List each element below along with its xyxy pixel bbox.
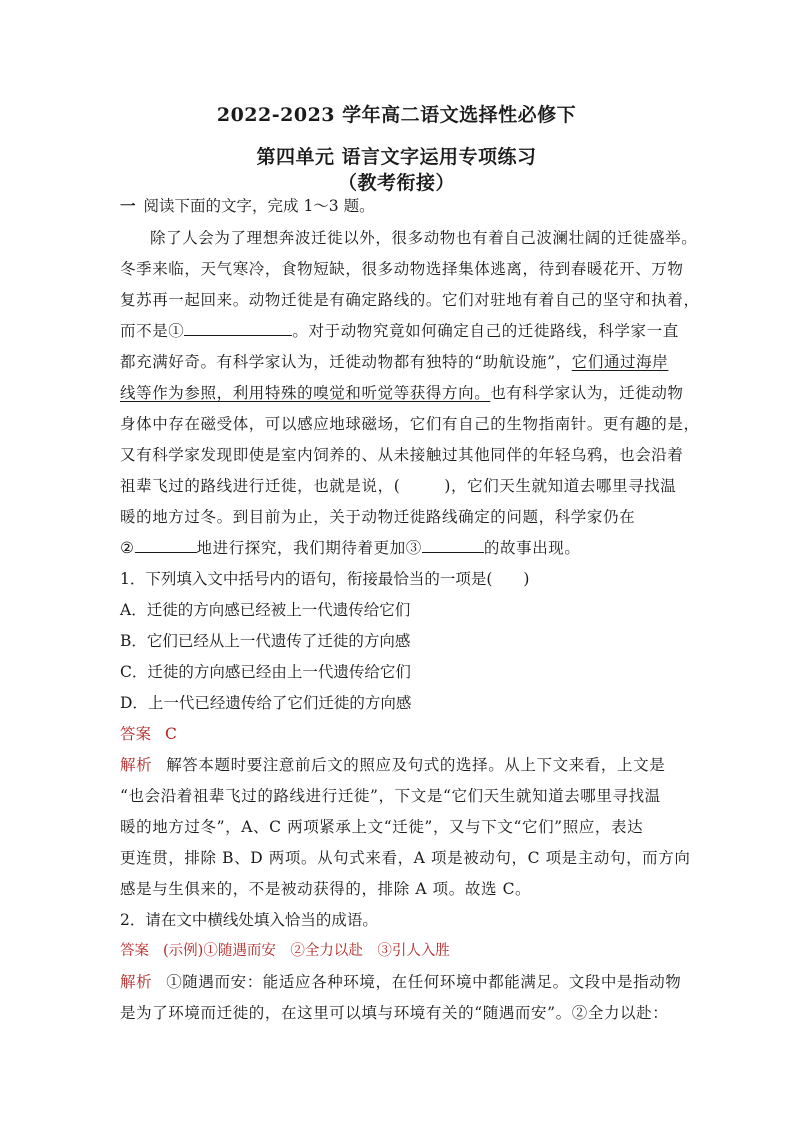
option-c: C．迁徙的方向感已经由上一代遗传给它们 <box>120 663 411 681</box>
analysis-label: 解析 <box>120 756 153 774</box>
passage-line: 又有科学家发现即使是室内饲养的、从未接触过其他同伴的年轻乌鸦，也会沿着 <box>120 446 684 464</box>
answer-2 <box>120 939 450 960</box>
passage-text: 地进行探究，我们期待着更加③ <box>196 539 422 557</box>
option-d: D．上一代已经遗传给了它们迁徙的方向感 <box>120 694 412 712</box>
passage-text: 都充满好奇。有科学家认为，迁徙动物都有独特的“助航设施”， <box>120 353 572 371</box>
underlined-sentence: 它们通过海岸 <box>571 353 669 371</box>
answer-value: C <box>165 725 177 743</box>
passage-text: 的故事出现。 <box>483 539 581 557</box>
fill-blank-1 <box>184 321 292 336</box>
passage-line: 复苏再一起回来。动物迁徙是有确定路线的。它们对驻地有着自己的坚守和执着， <box>120 291 700 309</box>
answer-1 <box>120 722 177 744</box>
fill-blank-3 <box>422 538 484 553</box>
analysis-line: 暖的地方过冬”，A、C 两项紧承上文“迁徙”，又与下文“它们”照应，表达 <box>120 818 644 836</box>
analysis-line <box>120 753 665 775</box>
passage-text: )，它们天生就知道去哪里寻找温 <box>444 477 677 495</box>
analysis-line: 是为了环境而迁徙的，在这里可以填与环境有关的“随遇而安”。②全力以赴： <box>120 1004 669 1022</box>
section-marker: 一 <box>120 196 136 215</box>
option-b: B．它们已经从上一代遗传了迁徙的方向感 <box>120 632 411 650</box>
question-1-stem: 1．下列填入文中括号内的语句，衔接最恰当的一项是( ) <box>120 570 530 588</box>
passage-line <box>120 319 679 341</box>
analysis-text: 解答本题时要注意前后文的照应及句式的选择。从上下文来看，上文是 <box>166 756 666 774</box>
answer-value: (示例)①随遇而安 ②全力以赴 ③引人入胜 <box>163 943 450 959</box>
unit-subtitle: （教考衔接） <box>337 172 455 194</box>
passage-line: 暖的地方过冬。到目前为止，关于动物迁徙路线确定的问题，科学家仍在 <box>120 508 636 526</box>
answer-label: 答案 <box>120 725 152 743</box>
passage-text: 祖辈飞过的路线进行迁徙，也就是说，( <box>120 477 401 495</box>
passage-line <box>120 381 684 403</box>
passage-line: 除了人会为了理想奔波迁徙以外，很多动物也有着自己波澜壮阔的迁徙盛举。 <box>150 229 698 247</box>
question-2-stem: 2．请在文中横线处填入恰当的成语。 <box>120 911 378 929</box>
analysis-text: ①随遇而安：能适应各种环境，在任何环境中都能满足。文段中是指动物 <box>166 973 682 991</box>
analysis-label: 解析 <box>120 973 153 991</box>
passage-text: 。对于动物究竟如何确定自己的迁徙路线，科学家一直 <box>292 322 679 340</box>
passage-line <box>120 474 676 496</box>
option-a: A．迁徙的方向感已经被上一代遗传给它们 <box>120 601 411 619</box>
passage-text: 而不是① <box>120 322 185 340</box>
fill-blank-2 <box>135 538 197 553</box>
document-title: 2022-2023 学年高二语文选择性必修下 <box>216 104 577 126</box>
unit-title: 第四单元 语言文字运用专项练习 <box>256 146 537 168</box>
analysis-line: 更连贯，排除 B、D 两项。从句式来看，A 项是被动句，C 项是主动句，而方向 <box>120 849 691 867</box>
passage-line <box>120 536 581 558</box>
instruction-text: 阅读下面的文字，完成 1～3 题。 <box>143 197 375 215</box>
answer-label: 答案 <box>120 943 149 959</box>
analysis-line <box>120 970 681 992</box>
passage-line: 冬季来临，天气寒冷，食物短缺，很多动物选择集体逃离，待到春暖花开、万物 <box>120 260 684 278</box>
underlined-sentence: 线等作为参照，利用特殊的嗅觉和听觉等获得方向。 <box>120 384 491 402</box>
section-instruction <box>120 194 375 216</box>
analysis-line: “也会沿着祖辈飞过的路线进行迁徙”，下文是“它们天生就知道去哪里寻找温 <box>120 787 661 805</box>
passage-text: ② <box>120 539 135 557</box>
passage-text: 也有科学家认为，迁徙动物 <box>490 384 684 402</box>
passage-line <box>120 350 668 372</box>
analysis-line: 感是与生俱来的，不是被动获得的，排除 A 项。故选 C。 <box>120 880 532 898</box>
passage-line: 身体中存在磁受体，可以感应地球磁场，它们有自己的生物指南针。更有趣的是， <box>120 415 700 433</box>
